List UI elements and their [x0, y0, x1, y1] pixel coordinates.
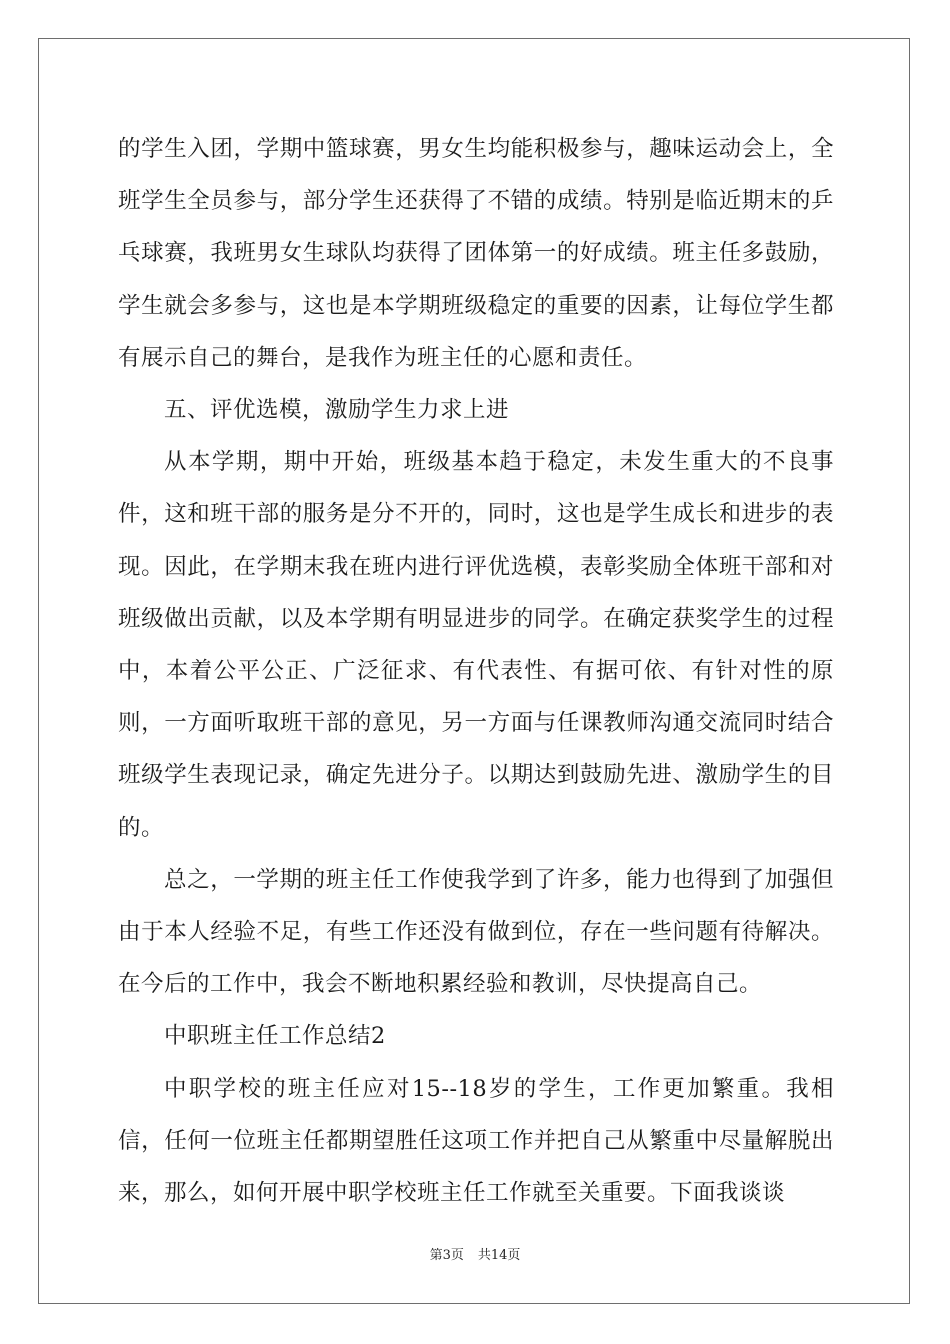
page-footer: [0, 1244, 950, 1263]
section-heading-five: 五、评优选模，激励学生力求上进: [164, 397, 510, 424]
page-total: 共14页: [477, 1248, 521, 1263]
paragraph-awards: 从本学期，期中开始，班级基本趋于稳定，未发生重大的不良事件，这和班干部的服务是分不开的，同时，这也是学生成长和进步的表现。因此，在学期末我在班内进行评优选模，表彰奖励全体班干部和对班级做出贡献，以及本学期有明显进步的同学。在确定获奖学生的过程中，本着公平公正、广泛征求、有代表性、有据可依、有针对性的原则，一方面听取班干部的意见，另一方面与任课教师沟通交流同时结合班级学生表现记录，确定先进分子。以期达到鼓励先进、激励学生的目的。: [118, 449, 834, 841]
document-body: [118, 123, 834, 1219]
page-number: 第3页: [429, 1248, 464, 1263]
article-title-2: 中职班主任工作总结2: [164, 1023, 386, 1050]
paragraph-continuation: 的学生入团，学期中篮球赛，男女生均能积极参与，趣味运动会上，全班学生全员参与，部分学生还获得了不错的成绩。特别是临近期末的乒乓球赛，我班男女生球队均获得了团体第一的好成绩。班主任多鼓励，学生就会多参与，这也是本学期班级稳定的重要的因素，让每位学生都有展示自己的舞台，是我作为班主任的心愿和责任。: [118, 136, 834, 371]
paragraph-intro-2: 中职学校的班主任应对15--18岁的学生，工作更加繁重。我相信，任何一位班主任都期望胜任这项工作并把自己从繁重中尽量解脱出来，那么，如何开展中职学校班主任工作就至关重要。下面我谈谈: [118, 1075, 834, 1207]
paragraph-conclusion: 总之，一学期的班主任工作使我学到了许多，能力也得到了加强但由于本人经验不足，有些工作还没有做到位，存在一些问题有待解决。在今后的工作中，我会不断地积累经验和教训，尽快提高自己。: [118, 866, 834, 998]
